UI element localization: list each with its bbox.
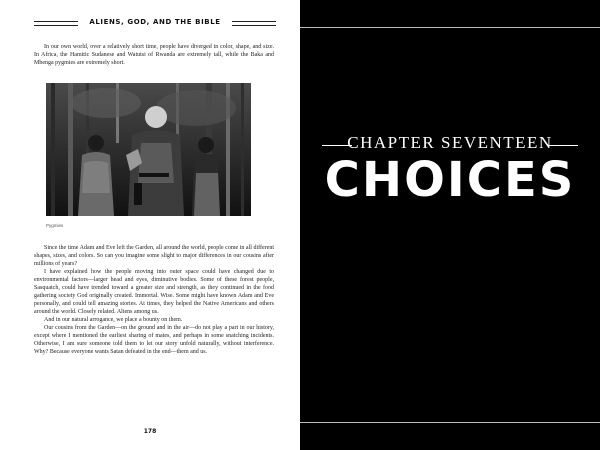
running-header <box>34 17 276 31</box>
paragraph-2: Since the time Adam and Eve left the Garden, all around the world, people come in all different shapes, sizes, and colors. So can you imagine some slight to major differences in our cousins after millions of years? <box>34 245 274 267</box>
paragraph-5: Our cousins from the Garden—on the ground and in the air—do not play a part in our history, except where I mentioned the earliest sharing of mates, and perhaps in some snatching incidents. Otherwise, I am sure someone told them to let our story unfold naturally, without interference. Why? Because everyone wants Satan defeated in the end—them and us. <box>34 325 274 355</box>
bottom-rule <box>300 422 600 423</box>
book-title: ALIENS, GOD, AND THE BIBLE <box>89 18 221 26</box>
paragraph-4: And in our natural arrogance, we place a bounty on them. <box>44 317 183 323</box>
body-text <box>34 244 274 356</box>
paragraph-1: In our own world, over a relatively short time, people have diverged in color, shape, and size. In Africa, the Hamitic Sudanese and Watutsi of Rwanda are extremely tall, while the Baka and Mbenga pygmies are extremely short. <box>34 44 274 66</box>
intro-paragraph <box>34 43 274 67</box>
chapter-title: CHOICES <box>324 152 576 208</box>
top-rule <box>300 27 600 28</box>
chapter-label: CHAPTER SEVENTEEN <box>347 133 553 152</box>
photo-caption: Pygmies <box>46 223 64 228</box>
photo-illustration <box>46 83 251 216</box>
page-number: 178 <box>143 428 157 435</box>
pygmies-photo <box>46 83 251 216</box>
right-page <box>300 0 600 450</box>
paragraph-3: I have explained how the people moving into outer space could have changed due to environmental factors—larger head and eyes, diminutive bodies. Some of these forest people, Sasquatch, could have trended toward a greater size and strength, as they continued in the food gathering society God originally created. Immortal. Wise. Some might have known Adam and Eve personally, and could tell amazing stories. At times, they helped the Native Americans and others around the world. Closely related. Aliens among us. <box>34 269 274 315</box>
